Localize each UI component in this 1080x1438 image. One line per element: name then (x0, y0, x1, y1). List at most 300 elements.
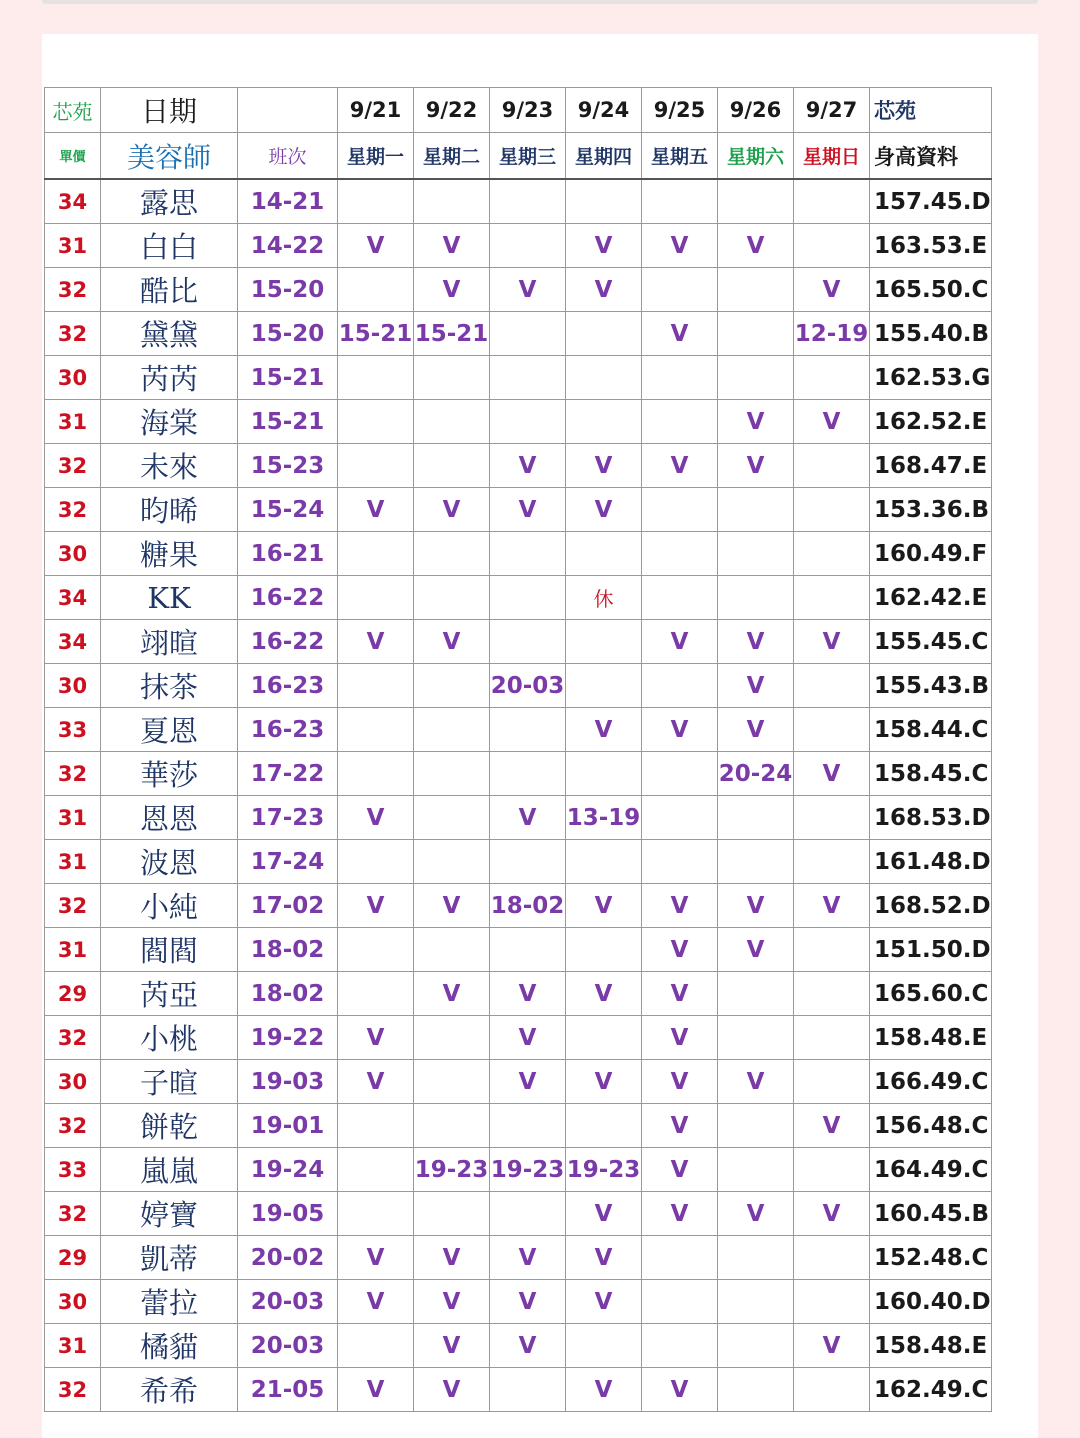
beautician-name: 海棠 (101, 400, 238, 444)
day-cell (566, 179, 642, 224)
day-cell (490, 356, 566, 400)
day-cell (718, 840, 794, 884)
day-cell: V (414, 972, 490, 1016)
shift-cell: 14-22 (238, 224, 338, 268)
beautician-name: 芮亞 (101, 972, 238, 1016)
day-cell: V (718, 444, 794, 488)
beautician-name: 嵐嵐 (101, 1148, 238, 1192)
day-cell: V (794, 268, 870, 312)
day-cell: V (794, 884, 870, 928)
day-cell (718, 796, 794, 840)
day-cell (414, 752, 490, 796)
day-cell (718, 268, 794, 312)
day-cell (794, 444, 870, 488)
day-cell: V (642, 928, 718, 972)
day-cell (338, 1104, 414, 1148)
day-cell (338, 1148, 414, 1192)
beautician-name: 夏恩 (101, 708, 238, 752)
table-row (45, 1324, 992, 1368)
weekday-header: 星期三 (490, 133, 566, 180)
table-row (45, 312, 992, 356)
height-cell: 166.49.C (870, 1060, 992, 1104)
shift-cell: 16-23 (238, 708, 338, 752)
day-cell: V (414, 1236, 490, 1280)
shift-cell: 17-23 (238, 796, 338, 840)
height-cell: 153.36.B (870, 488, 992, 532)
day-cell: V (718, 708, 794, 752)
price-cell: 34 (45, 620, 101, 664)
table-row (45, 356, 992, 400)
day-cell: V (338, 1236, 414, 1280)
day-cell (566, 400, 642, 444)
day-cell (566, 532, 642, 576)
table-row (45, 1148, 992, 1192)
day-cell: 20-03 (490, 664, 566, 708)
day-cell (566, 928, 642, 972)
day-cell (414, 664, 490, 708)
height-cell: 158.48.E (870, 1016, 992, 1060)
table-row (45, 708, 992, 752)
beautician-name: 黛黛 (101, 312, 238, 356)
day-cell (718, 1148, 794, 1192)
day-cell (338, 972, 414, 1016)
shift-cell: 14-21 (238, 179, 338, 224)
day-cell (338, 752, 414, 796)
day-cell: V (490, 488, 566, 532)
table-row (45, 1104, 992, 1148)
day-cell: 19-23 (490, 1148, 566, 1192)
table-row (45, 664, 992, 708)
day-cell (718, 1104, 794, 1148)
beautician-label: 美容師 (101, 133, 238, 180)
brand-left: 芯苑 (45, 88, 101, 133)
date-header: 9/22 (414, 88, 490, 133)
height-cell: 168.47.E (870, 444, 992, 488)
day-cell (490, 224, 566, 268)
height-cell: 152.48.C (870, 1236, 992, 1280)
day-cell (414, 928, 490, 972)
day-cell (642, 268, 718, 312)
day-cell: V (414, 488, 490, 532)
day-cell (414, 796, 490, 840)
height-cell: 161.48.D (870, 840, 992, 884)
beautician-name: 未來 (101, 444, 238, 488)
height-cell: 151.50.D (870, 928, 992, 972)
beautician-name: 波恩 (101, 840, 238, 884)
day-cell (794, 972, 870, 1016)
empty-header-cell (238, 88, 338, 133)
price-cell: 32 (45, 752, 101, 796)
day-cell (338, 840, 414, 884)
day-cell: 休 (566, 576, 642, 620)
price-cell: 30 (45, 1060, 101, 1104)
day-cell (718, 356, 794, 400)
height-cell: 158.44.C (870, 708, 992, 752)
shift-label: 班次 (238, 133, 338, 180)
day-cell (490, 400, 566, 444)
day-cell: V (490, 1280, 566, 1324)
table-row (45, 884, 992, 928)
height-cell: 158.45.C (870, 752, 992, 796)
day-cell (642, 532, 718, 576)
height-cell: 162.42.E (870, 576, 992, 620)
day-cell (566, 356, 642, 400)
day-cell (338, 1324, 414, 1368)
shift-cell: 20-03 (238, 1324, 338, 1368)
date-header: 9/26 (718, 88, 794, 133)
price-cell: 32 (45, 884, 101, 928)
day-cell: V (718, 1192, 794, 1236)
day-cell (794, 1148, 870, 1192)
day-cell (566, 840, 642, 884)
height-cell: 160.49.F (870, 532, 992, 576)
shift-cell: 15-24 (238, 488, 338, 532)
day-cell (794, 664, 870, 708)
day-cell: V (718, 400, 794, 444)
day-cell: V (566, 884, 642, 928)
day-cell (338, 664, 414, 708)
day-cell: V (642, 1016, 718, 1060)
day-cell: V (490, 796, 566, 840)
table-row (45, 576, 992, 620)
day-cell: 15-21 (414, 312, 490, 356)
day-cell (566, 1016, 642, 1060)
day-cell (338, 532, 414, 576)
day-cell: V (338, 1368, 414, 1412)
day-cell: V (566, 1368, 642, 1412)
day-cell: V (566, 1280, 642, 1324)
height-cell: 155.43.B (870, 664, 992, 708)
price-cell: 29 (45, 1236, 101, 1280)
day-cell: 15-21 (338, 312, 414, 356)
table-row (45, 444, 992, 488)
day-cell (414, 400, 490, 444)
day-cell (490, 576, 566, 620)
day-cell: V (642, 1192, 718, 1236)
day-cell (642, 400, 718, 444)
day-cell (794, 708, 870, 752)
day-cell: V (338, 620, 414, 664)
day-cell: V (566, 972, 642, 1016)
day-cell: V (794, 752, 870, 796)
date-header: 9/24 (566, 88, 642, 133)
shift-cell: 16-22 (238, 576, 338, 620)
price-cell: 30 (45, 356, 101, 400)
shift-cell: 16-21 (238, 532, 338, 576)
day-cell: V (794, 400, 870, 444)
shift-cell: 17-24 (238, 840, 338, 884)
day-cell: V (642, 620, 718, 664)
shift-cell: 15-23 (238, 444, 338, 488)
beautician-name: 凱蒂 (101, 1236, 238, 1280)
price-cell: 32 (45, 488, 101, 532)
price-cell: 31 (45, 796, 101, 840)
day-cell: V (566, 1236, 642, 1280)
table-row (45, 532, 992, 576)
day-cell (490, 1104, 566, 1148)
day-cell (414, 1192, 490, 1236)
unit-price-label: 單價 (45, 133, 101, 180)
day-cell: V (414, 224, 490, 268)
day-cell: V (794, 1104, 870, 1148)
day-cell: V (414, 620, 490, 664)
beautician-name: 希希 (101, 1368, 238, 1412)
beautician-name: 恩恩 (101, 796, 238, 840)
day-cell (718, 179, 794, 224)
day-cell (718, 312, 794, 356)
day-cell (794, 532, 870, 576)
beautician-name: 白白 (101, 224, 238, 268)
day-cell (794, 576, 870, 620)
shift-cell: 16-23 (238, 664, 338, 708)
day-cell: 19-23 (566, 1148, 642, 1192)
table-row (45, 1236, 992, 1280)
shift-cell: 15-21 (238, 400, 338, 444)
day-cell: V (718, 620, 794, 664)
price-cell: 32 (45, 1104, 101, 1148)
day-cell (642, 576, 718, 620)
price-cell: 33 (45, 708, 101, 752)
day-cell: V (794, 620, 870, 664)
day-cell: V (490, 972, 566, 1016)
height-cell: 165.60.C (870, 972, 992, 1016)
day-cell: V (490, 1324, 566, 1368)
day-cell: V (338, 224, 414, 268)
price-cell: 31 (45, 224, 101, 268)
price-cell: 31 (45, 1324, 101, 1368)
shift-cell: 15-20 (238, 312, 338, 356)
price-cell: 32 (45, 1016, 101, 1060)
beautician-name: 抹茶 (101, 664, 238, 708)
date-label: 日期 (101, 88, 238, 133)
day-cell (338, 268, 414, 312)
schedule-table (44, 87, 992, 1412)
beautician-name: 子暄 (101, 1060, 238, 1104)
day-cell (490, 620, 566, 664)
day-cell (338, 444, 414, 488)
day-cell: V (490, 1016, 566, 1060)
beautician-name: KK (101, 576, 238, 620)
day-cell: V (566, 268, 642, 312)
day-cell (490, 532, 566, 576)
day-cell (642, 664, 718, 708)
day-cell (414, 1104, 490, 1148)
day-cell (490, 1368, 566, 1412)
day-cell (794, 179, 870, 224)
day-cell: V (490, 1236, 566, 1280)
height-label: 身高資料 (870, 133, 992, 180)
day-cell: V (718, 928, 794, 972)
beautician-name: 糖果 (101, 532, 238, 576)
beautician-name: 小純 (101, 884, 238, 928)
day-cell: V (414, 1324, 490, 1368)
day-cell (794, 928, 870, 972)
shift-cell: 19-05 (238, 1192, 338, 1236)
date-header: 9/27 (794, 88, 870, 133)
height-cell: 162.49.C (870, 1368, 992, 1412)
price-cell: 30 (45, 1280, 101, 1324)
day-cell: V (566, 1060, 642, 1104)
height-cell: 168.53.D (870, 796, 992, 840)
day-cell (338, 576, 414, 620)
day-cell (642, 796, 718, 840)
height-cell: 165.50.C (870, 268, 992, 312)
day-cell (490, 752, 566, 796)
day-cell (566, 1324, 642, 1368)
day-cell: V (566, 708, 642, 752)
shift-cell: 17-22 (238, 752, 338, 796)
day-cell: V (490, 268, 566, 312)
height-cell: 157.45.D (870, 179, 992, 224)
day-cell (718, 532, 794, 576)
price-cell: 32 (45, 1192, 101, 1236)
day-cell: V (338, 1016, 414, 1060)
day-cell (642, 1236, 718, 1280)
height-cell: 155.45.C (870, 620, 992, 664)
day-cell (490, 840, 566, 884)
day-cell: V (414, 884, 490, 928)
day-cell (642, 179, 718, 224)
price-cell: 33 (45, 1148, 101, 1192)
day-cell: V (718, 664, 794, 708)
shift-cell: 19-03 (238, 1060, 338, 1104)
day-cell (490, 708, 566, 752)
table-row (45, 400, 992, 444)
beautician-name: 婷寶 (101, 1192, 238, 1236)
weekday-header: 星期二 (414, 133, 490, 180)
day-cell (718, 576, 794, 620)
price-cell: 32 (45, 268, 101, 312)
day-cell: 19-23 (414, 1148, 490, 1192)
height-cell: 163.53.E (870, 224, 992, 268)
beautician-name: 昀晞 (101, 488, 238, 532)
day-cell (718, 1280, 794, 1324)
height-cell: 162.52.E (870, 400, 992, 444)
shift-cell: 18-02 (238, 972, 338, 1016)
day-cell: V (414, 1368, 490, 1412)
day-cell (642, 1280, 718, 1324)
day-cell: V (338, 1060, 414, 1104)
height-cell: 160.40.D (870, 1280, 992, 1324)
height-cell: 155.40.B (870, 312, 992, 356)
day-cell (642, 752, 718, 796)
table-row (45, 1280, 992, 1324)
day-cell (794, 1368, 870, 1412)
table-row (45, 840, 992, 884)
price-cell: 32 (45, 444, 101, 488)
weekday-header: 星期日 (794, 133, 870, 180)
day-cell (718, 488, 794, 532)
day-cell (718, 1236, 794, 1280)
day-cell (794, 488, 870, 532)
shift-cell: 19-24 (238, 1148, 338, 1192)
day-cell (338, 356, 414, 400)
table-row (45, 224, 992, 268)
day-cell: V (490, 444, 566, 488)
weekday-header: 星期五 (642, 133, 718, 180)
shift-cell: 15-20 (238, 268, 338, 312)
beautician-name: 露思 (101, 179, 238, 224)
day-cell (642, 488, 718, 532)
height-cell: 156.48.C (870, 1104, 992, 1148)
price-cell: 34 (45, 576, 101, 620)
table-row (45, 1060, 992, 1104)
day-cell (642, 1324, 718, 1368)
day-cell: V (642, 972, 718, 1016)
day-cell (794, 1060, 870, 1104)
table-row (45, 620, 992, 664)
price-cell: 30 (45, 532, 101, 576)
day-cell (414, 708, 490, 752)
day-cell (490, 312, 566, 356)
day-cell (718, 1324, 794, 1368)
beautician-name: 蕾拉 (101, 1280, 238, 1324)
day-cell: V (566, 224, 642, 268)
day-cell: V (642, 1060, 718, 1104)
day-cell (338, 708, 414, 752)
day-cell: V (566, 1192, 642, 1236)
height-cell: 162.53.G (870, 356, 992, 400)
price-cell: 32 (45, 312, 101, 356)
day-cell (414, 576, 490, 620)
beautician-name: 小桃 (101, 1016, 238, 1060)
day-cell (414, 179, 490, 224)
height-cell: 164.49.C (870, 1148, 992, 1192)
day-cell: 20-24 (718, 752, 794, 796)
table-row (45, 1192, 992, 1236)
day-cell (794, 356, 870, 400)
day-cell: V (338, 796, 414, 840)
table-row (45, 928, 992, 972)
price-cell: 29 (45, 972, 101, 1016)
day-cell: V (794, 1192, 870, 1236)
table-row (45, 488, 992, 532)
price-cell: 32 (45, 1368, 101, 1412)
beautician-name: 橘貓 (101, 1324, 238, 1368)
day-cell: V (718, 224, 794, 268)
day-cell (566, 752, 642, 796)
day-cell (490, 1192, 566, 1236)
day-cell (794, 796, 870, 840)
day-cell: V (414, 1280, 490, 1324)
shift-cell: 18-02 (238, 928, 338, 972)
day-cell: V (642, 1368, 718, 1412)
beautician-name: 翊暄 (101, 620, 238, 664)
day-cell: V (642, 708, 718, 752)
height-cell: 168.52.D (870, 884, 992, 928)
day-cell (414, 1016, 490, 1060)
price-cell: 34 (45, 179, 101, 224)
table-row (45, 179, 992, 224)
table-row (45, 268, 992, 312)
day-cell (566, 664, 642, 708)
day-cell (718, 972, 794, 1016)
shift-cell: 17-02 (238, 884, 338, 928)
day-cell: V (490, 1060, 566, 1104)
day-cell (414, 1060, 490, 1104)
table-row (45, 1368, 992, 1412)
beautician-name: 閻閻 (101, 928, 238, 972)
beautician-name: 餅乾 (101, 1104, 238, 1148)
day-cell (642, 840, 718, 884)
price-cell: 31 (45, 840, 101, 884)
beautician-name: 華莎 (101, 752, 238, 796)
day-cell (338, 400, 414, 444)
table-row (45, 1016, 992, 1060)
brand-right: 芯苑 (870, 88, 992, 133)
day-cell (414, 840, 490, 884)
header-row-weekdays (45, 133, 992, 180)
